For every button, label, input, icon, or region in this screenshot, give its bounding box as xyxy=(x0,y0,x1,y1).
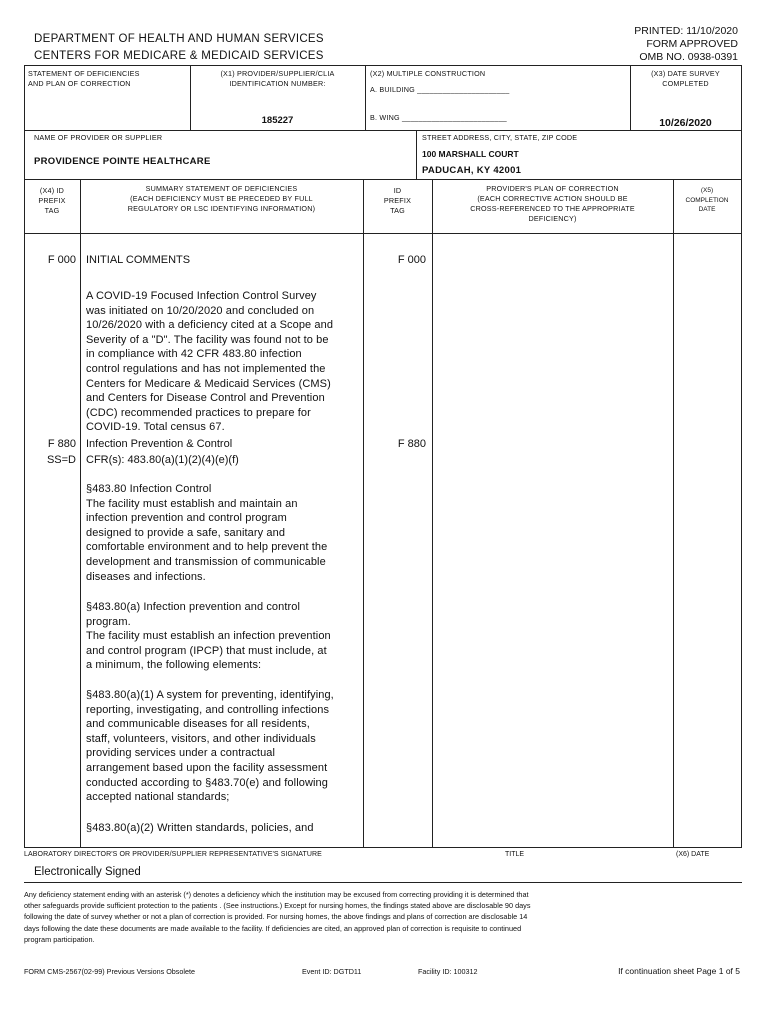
electronic-signature: Electronically Signed xyxy=(34,866,141,878)
f880-title: Infection Prevention & Control xyxy=(86,438,233,450)
survey-summary-paragraph: A COVID-19 Focused Infection Control Survey was initiated on 10/20/2020 and concluded on 10/26/2020 with a deficiency cited at a Scope and Severity of a "D". The facility was found not to be in compliance with 42 CFR 483.80 infection control regulations and has not implemented the Centers for Medicare & Medicaid Services (CMS) and Centers for Disease Control and Prevention (CDC) recommended practices to prepare for COVID-19. Total census 67. xyxy=(86,290,334,434)
initial-comments-heading: INITIAL COMMENTS xyxy=(86,254,191,266)
table-divider xyxy=(24,179,742,180)
agency-title: CENTERS FOR MEDICARE & MEDICAID SERVICES xyxy=(34,50,324,62)
department-title: DEPARTMENT OF HEALTH AND HUMAN SERVICES xyxy=(34,33,324,45)
tag-f000: F 000 xyxy=(47,254,76,266)
regulation-paragraph-483-80a: §483.80(a) Infection prevention and control program. The facility must establish an infection prevention and control program (IPCP) that must include, at a minimum, the following elements: xyxy=(86,601,331,672)
survey-date: 10/26/2020 xyxy=(659,117,712,129)
building-field: A. BUILDING ______________________ xyxy=(370,85,510,94)
city-state-zip: PADUCAH, KY 42001 xyxy=(422,165,522,176)
street-address: 100 MARSHALL COURT xyxy=(422,149,519,159)
table-border-right xyxy=(741,65,742,847)
severity-code: SS=D xyxy=(46,454,76,466)
table-border-top xyxy=(24,65,742,66)
statement-label: STATEMENT OF DEFICIENCIES AND PLAN OF CORRECTION xyxy=(28,69,140,88)
table-divider xyxy=(24,130,742,131)
multiple-construction-label: (X2) MULTIPLE CONSTRUCTION xyxy=(370,69,486,78)
f880-cfr: CFR(s): 483.80(a)(1)(2)(4)(e)(f) xyxy=(86,454,239,466)
id-prefix-header: ID PREFIX TAG xyxy=(383,186,412,215)
provider-name-label: NAME OF PROVIDER OR SUPPLIER xyxy=(34,133,163,142)
omb-number: OMB NO. 0938-0391 xyxy=(639,51,738,63)
form-approved: FORM APPROVED xyxy=(646,38,738,50)
event-id: Event ID: DGTD11 xyxy=(302,967,362,976)
facility-id: Facility ID: 100312 xyxy=(418,967,478,976)
form-number: FORM CMS-2567(02-99) Previous Versions Obsolete xyxy=(24,967,195,976)
signature-divider xyxy=(24,882,742,883)
table-border-bottom xyxy=(24,847,742,848)
tag-f000-right: F 000 xyxy=(397,254,426,266)
tag-f880: F 880 xyxy=(47,438,76,450)
completion-header: (X5) COMPLETION DATE xyxy=(685,187,729,213)
regulation-paragraph-483-80a1: §483.80(a)(1) A system for preventing, identifying, reporting, investigating, and controlling infections and communicable diseases for all residents, staff, volunteers, visitors, and other individuals providing services under a contractual arrangement based upon the facility assessment conducted according to §483.70(e) and following accepted national standards; xyxy=(86,689,334,804)
date-label: (X6) DATE xyxy=(676,851,710,858)
printed-date: PRINTED: 11/10/2020 xyxy=(634,25,738,37)
disclaimer-text: Any deficiency statement ending with an asterisk (*) denotes a deficiency which the institution may be excused from correcting providing it is determined that other safeguards provide sufficient protection to the patients . (See instructions.) Except for nursing homes, the findings stated above are disclosable 90 days following the date of survey whether or not a plan of correction is provided. For nursing homes, the above findings and plans of correction are disclosable 14 days following the date these documents are made available to the facility. If deficiencies are cited, an approved plan of correction is requisite to continued program participation. xyxy=(24,890,531,944)
page-indicator: If continuation sheet Page 1 of 5 xyxy=(618,966,740,976)
provider-name: PROVIDENCE POINTE HEALTHCARE xyxy=(34,156,211,167)
plan-header: PROVIDER'S PLAN OF CORRECTION (EACH CORRECTIVE ACTION SHOULD BE CROSS-REFERENCED TO THE APPROPRIATE DEFICIENCY) xyxy=(470,184,635,223)
provider-id-label: (X1) PROVIDER/SUPPLIER/CLIA IDENTIFICATION NUMBER: xyxy=(220,69,335,88)
table-divider xyxy=(24,233,742,234)
regulation-paragraph-483-80: §483.80 Infection Control The facility must establish and maintain an infection prevention and control program designed to provide a safe, sanitary and comfortable environment and to help prevent the development and transmission of communicable diseases and infections. xyxy=(86,483,328,583)
wing-field: B. WING _________________________ xyxy=(370,113,507,122)
tag-f880-right: F 880 xyxy=(397,438,426,450)
provider-number: 185227 xyxy=(261,115,294,126)
summary-header: SUMMARY STATEMENT OF DEFICIENCIES (EACH DEFICIENCY MUST BE PRECEDED BY FULL REGULATORY OR LSC IDENTIFYING INFORMATION) xyxy=(127,184,316,213)
survey-completed-label: (X3) DATE SURVEY COMPLETED xyxy=(651,69,720,88)
regulation-paragraph-483-80a2: §483.80(a)(2) Written standards, policies, and xyxy=(86,822,314,834)
address-label: STREET ADDRESS, CITY, STATE, ZIP CODE xyxy=(422,133,578,142)
signature-label: LABORATORY DIRECTOR'S OR PROVIDER/SUPPLIER REPRESENTATIVE'S SIGNATURE xyxy=(24,851,322,858)
title-label: TITLE xyxy=(505,851,525,858)
x4-prefix-header: (X4) ID PREFIX TAG xyxy=(38,186,66,215)
